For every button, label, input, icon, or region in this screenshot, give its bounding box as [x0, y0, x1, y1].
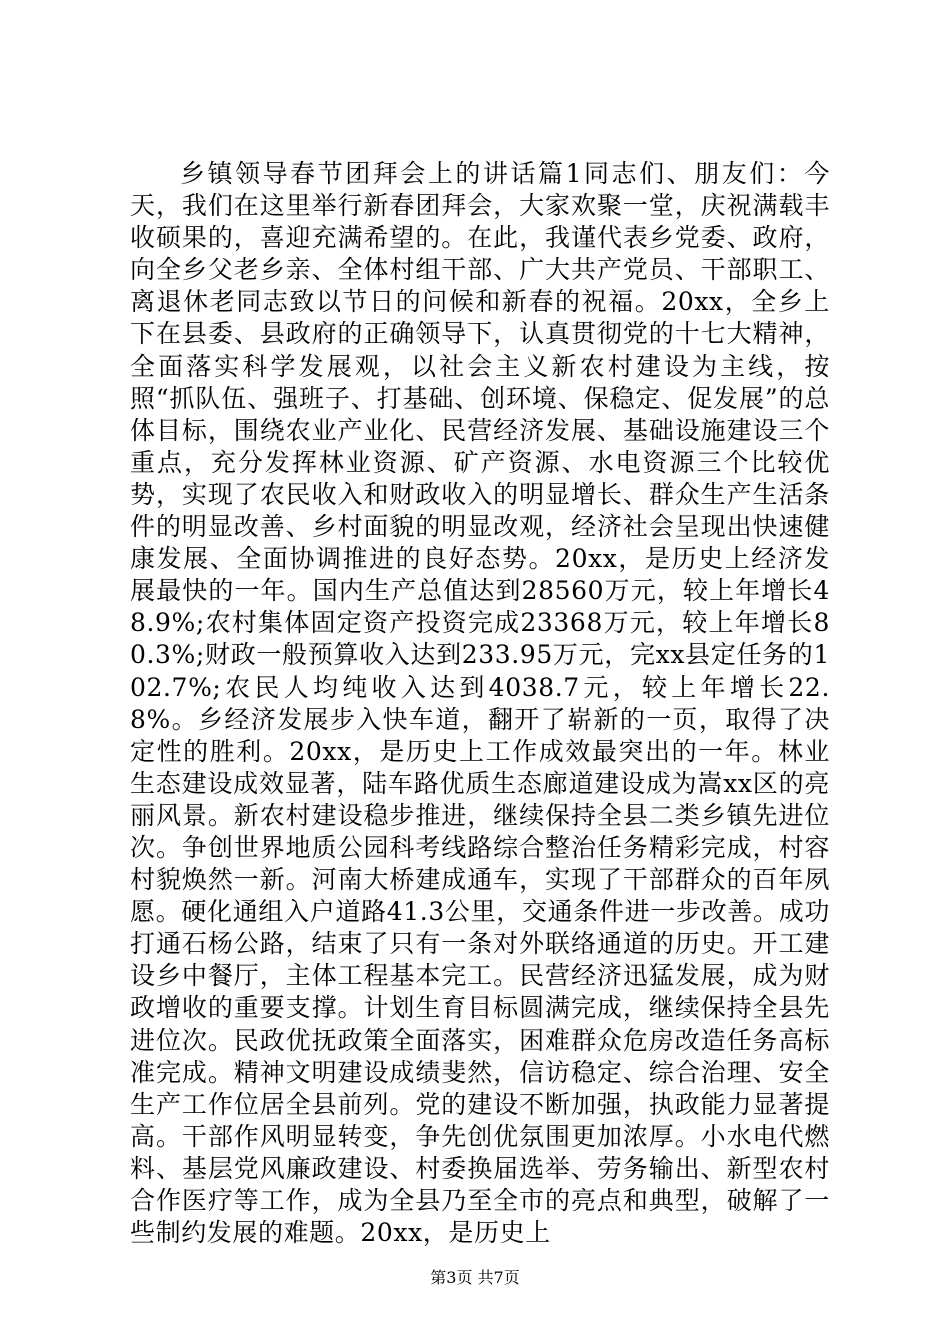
page-number-footer: 第3页 共7页: [430, 1268, 520, 1287]
speech-body-paragraph: 乡镇领导春节团拜会上的讲话篇1同志们、朋友们：今天，我们在这里举行新春团拜会，大家欢聚一堂，庆祝满载丰收硕果的，喜迎充满希望的。在此，我谨代表乡党委、政府，向全乡父老乡亲、全体村组干部、广大共产党员、干部职工、离退休老同志致以节日的问候和新春的祝福。20xx，全乡上下在县委、县政府的正确领导下，认真贯彻党的十七大精神，全面落实科学发展观，以社会主义新农村建设为主线，按照“抓队伍、强班子、打基础、创环境、保稳定、促发展”的总体目标，围绕农业产业化、民营经济发展、基础设施建设三个重点，充分发挥林业资源、矿产资源、水电资源三个比较优势，实现了农民收入和财政收入的明显增长、群众生产生活条件的明显改善、乡村面貌的明显改观，经济社会呈现出快速健康发展、全面协调推进的良好态势。20xx，是历史上经济发展最快的一年。国内生产总值达到28560万元，较上年增长48.9%;农村集体固定资产投资完成23368万元，较上年增长80.3%;财政一般预算收入达到233.95万元，完xx县定任务的102.7%;农民人均纯收入达到4038.7元，较上年增长22.8%。乡经济发展步入快车道，翻开了崭新的一页，取得了决定性的胜利。20xx，是历史上工作成效最突出的一年。林业生态建设成效显著，陆车路优质生态廊道建设成为嵩xx区的亮丽风景。新农村建设稳步推进，继续保持全县二类乡镇先进位次。争创世界地质公园科考线路综合整治任务精彩完成，村容村貌焕然一新。河南大桥建成通车，实现了干部群众的百年夙愿。硬化通组入户道路41.3公里，交通条件进一步改善。成功打通石杨公路，结束了只有一条对外联络通道的历史。开工建设乡中餐厅，主体工程基本完工。民营经济迅猛发展，成为财政增收的重要支撑。计划生育目标圆满完成，继续保持全县先进位次。民政优抚政策全面落实，困难群众危房改造任务高标准完成。精神文明建设成绩斐然，信访稳定、综合治理、安全生产工作位居全县前列。党的建设不断加强，执政能力显著提高。干部作风明显转变，争先创优氛围更加浓厚。小水电代燃料、基层党风廉政建设、村委换届选举、劳务输出、新型农村合作医疗等工作，成为全县乃至全市的亮点和典型，破解了一些制约发展的难题。20xx，是历史上: [130, 159, 830, 1248]
